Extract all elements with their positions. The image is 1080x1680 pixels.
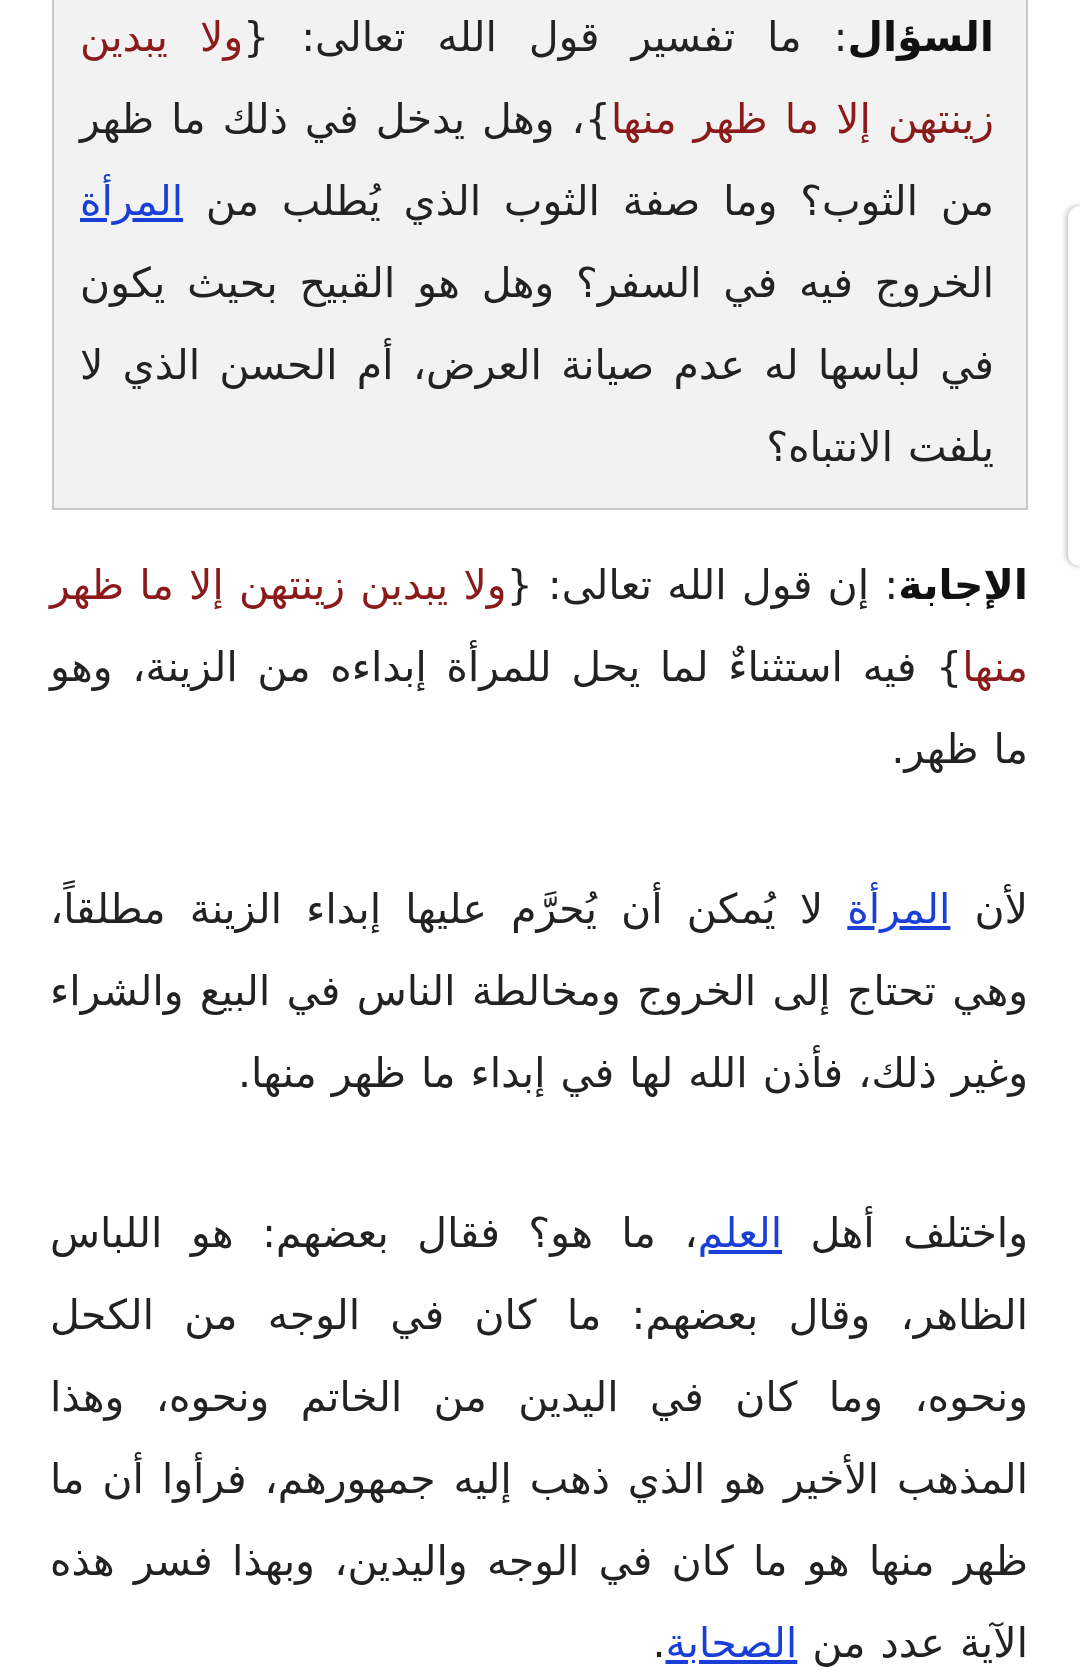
link-companions[interactable]: الصحابة	[665, 1619, 798, 1667]
link-women[interactable]: المرأة	[80, 177, 184, 225]
scrollbar-handle[interactable]	[1068, 206, 1080, 566]
question-paragraph	[80, 0, 994, 488]
paragraph3-start: واختلف أهل	[782, 1209, 1028, 1257]
question-rest: الخروج فيه في السفر؟ وهل هو القبيح بحيث يكون في لباسها له عدم صيانة العرض، أم الحسن الذي لا يلفت الانتباه؟	[80, 259, 994, 471]
answer-intro: : إن قول الله تعالى: {	[506, 561, 899, 609]
link-women[interactable]: المرأة	[847, 885, 951, 933]
answer-paragraph	[50, 544, 1028, 790]
body-paragraph-3	[50, 1192, 1028, 1680]
question-after-verse: }، وهل يدخل في ذلك ما ظهر من الثوب؟ وما صفة الثوب الذي يُطلب من	[80, 95, 994, 225]
answer-rest: } فيه استثناءٌ لما يحل للمرأة إبداءه من الزينة، وهو ما ظهر.	[50, 643, 1028, 773]
link-knowledge[interactable]: العلم	[697, 1209, 783, 1257]
paragraph2-start: لأن	[950, 885, 1028, 933]
question-intro: : ما تفسير قول الله تعالى: {	[243, 13, 848, 61]
paragraph3-middle: ، ما هو؟ فقال بعضهم: هو اللباس الظاهر، وقال بعضهم: ما كان في الوجه من الكحل ونحوه، وما كان في اليدين من الخاتم ونحوه، وهذا المذهب الأخير هو الذي ذهب إليه جمهورهم، فرأوا أن ما ظهر منها هو ما كان في الوجه واليدين، وبهذا فسر هذه الآية عدد من	[50, 1209, 1028, 1667]
body-paragraph-2	[50, 868, 1028, 1114]
paragraph3-end: .	[652, 1619, 666, 1667]
quran-verse-quote: ولا يبدين زينتهن إلا ما ظهر منها	[80, 13, 994, 143]
paragraph2-rest: لا يُمكن أن يُحرَّم عليها إبداء الزينة مطلقاً، وهي تحتاج إلى الخروج ومخالطة الناس في البيع والشراء وغير ذلك، فأذن الله لها في إبداء ما ظهر منها.	[50, 885, 1028, 1097]
answer-label: الإجابة	[898, 561, 1028, 609]
quran-verse-quote: ولا يبدين زينتهن إلا ما ظهر منها	[50, 561, 1028, 691]
question-label: السؤال	[847, 13, 994, 61]
